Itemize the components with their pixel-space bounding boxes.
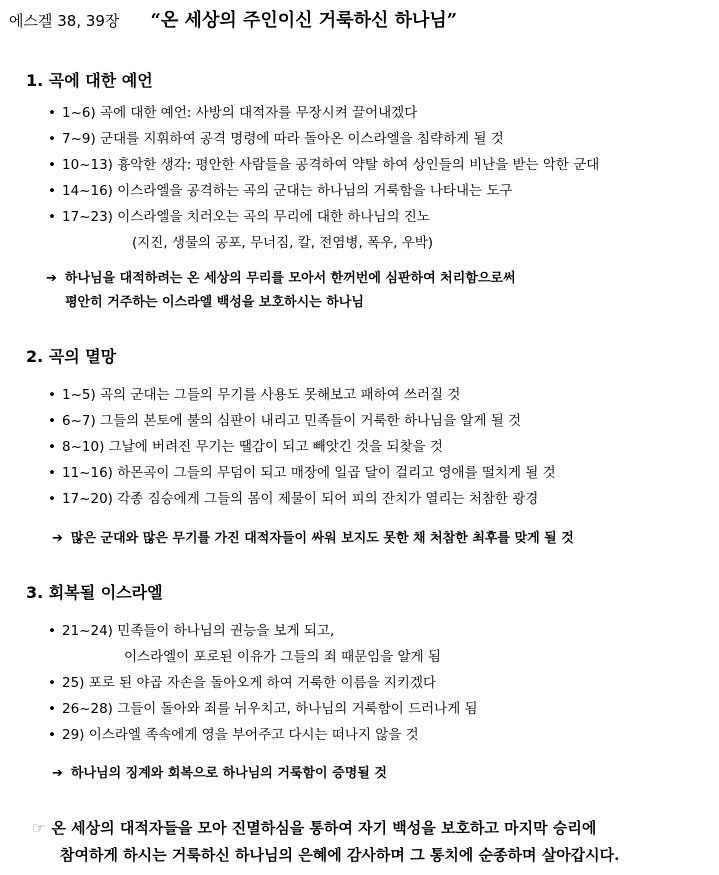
section-2-list bbox=[48, 382, 556, 512]
list-item-text: 21~24) 민족들이 하나님의 권능을 보게 되고, bbox=[62, 623, 335, 639]
list-item: • 11~16) 하몬곡이 그들의 무덤이 되고 매장에 일곱 달이 걸리고 영애를 떨치게 될 것 bbox=[48, 460, 556, 486]
closing-line: 참여하게 하시는 거룩하신 하나님의 은혜에 감사하며 그 통치에 순종하며 살아갑시다. bbox=[60, 846, 620, 864]
conclusion-line: 하나님을 대적하려는 온 세상의 무리를 모아서 한꺼번에 심판하여 처리함으로써 bbox=[64, 271, 516, 286]
page-title: “온 세상의 주인이신 거룩하신 하나님” bbox=[150, 10, 458, 31]
list-item: • 1~5) 곡의 군대는 그들의 무기를 사용도 못해보고 패하여 쓰러질 것 bbox=[48, 382, 556, 408]
pointing-hand-icon: ☞ bbox=[32, 819, 46, 837]
list-item: • 6~7) 그들의 본토에 불의 심판이 내리고 민족들이 거룩한 하나님을 알게 될 것 bbox=[48, 408, 556, 434]
section-title-1: 1. 곡에 대한 예언 bbox=[26, 71, 153, 90]
list-item: • 14~16) 이스라엘을 공격하는 곡의 군대는 하나님의 거룩함을 나타내는 도구 bbox=[48, 178, 599, 204]
list-item-subtext: (지진, 생물의 공포, 무너짐, 칼, 전염병, 폭우, 우박) bbox=[132, 235, 434, 251]
list-item: • 10~13) 흉악한 생각: 평안한 사람들을 공격하여 약탈 하여 상인들의 비난을 받는 악한 군대 bbox=[48, 152, 599, 178]
section-3-conclusion bbox=[52, 762, 387, 786]
conclusion-line: 많은 군대와 많은 무기를 가진 대적자들이 싸워 보지도 못한 채 처참한 최후를 맞게 될 것 bbox=[70, 531, 574, 546]
chapter-reference: 에스겔 38, 39장 bbox=[9, 12, 120, 30]
conclusion-line: 평안히 거주하는 이스라엘 백성을 보호하시는 하나님 bbox=[65, 295, 364, 310]
list-item-subtext: 이스라엘이 포로된 이유가 그들의 죄 때문임을 알게 됨 bbox=[124, 649, 441, 665]
section-2-conclusion bbox=[52, 527, 574, 551]
list-item: • 8~10) 그날에 버려진 무기는 땔감이 되고 빼앗긴 것을 되찾을 것 bbox=[48, 434, 556, 460]
list-item: • 25) 포로 된 야곱 자손을 돌아오게 하여 거룩한 이름을 지키겠다 bbox=[48, 670, 478, 696]
section-3-list bbox=[48, 618, 478, 748]
list-item: • 29) 이스라엘 족속에게 영을 부어주고 다시는 떠나지 않을 것 bbox=[48, 722, 478, 748]
conclusion-line: 하나님의 징계와 회복으로 하나님의 거룩함이 증명될 것 bbox=[70, 766, 387, 781]
section-1-list bbox=[48, 100, 599, 256]
list-item: • 17~20) 각종 짐승에게 그들의 몸이 제물이 되어 피의 잔치가 열리는 처참한 광경 bbox=[48, 486, 556, 512]
closing-statement bbox=[32, 815, 619, 869]
list-item: • 1~6) 곡에 대한 예언: 사방의 대적자를 무장시켜 끌어내겠다 bbox=[48, 100, 599, 126]
section-1-conclusion bbox=[46, 267, 516, 315]
list-item: • 26~28) 그들이 돌아와 죄를 뉘우치고, 하나님의 거룩함이 드러나게 됨 bbox=[48, 696, 478, 722]
arrow-right-icon: ➔ bbox=[52, 766, 63, 781]
section-title-3: 3. 회복될 이스라엘 bbox=[26, 583, 163, 602]
closing-line: 온 세상의 대적자들을 모아 진멸하심을 통하여 자기 백성을 보호하고 마지막 승리에 bbox=[51, 819, 597, 837]
section-title-2: 2. 곡의 멸망 bbox=[26, 347, 117, 366]
list-item: • 7~9) 군대를 지휘하여 공격 명령에 따라 돌아온 이스라엘을 침략하게 될 것 bbox=[48, 126, 599, 152]
arrow-right-icon: ➔ bbox=[46, 271, 57, 286]
page-header bbox=[9, 6, 457, 32]
list-item-text: 17~23) 이스라엘을 치러오는 곡의 무리에 대한 하나님의 진노 bbox=[62, 209, 430, 225]
list-item bbox=[48, 618, 478, 670]
arrow-right-icon: ➔ bbox=[52, 531, 63, 546]
list-item bbox=[48, 204, 599, 256]
